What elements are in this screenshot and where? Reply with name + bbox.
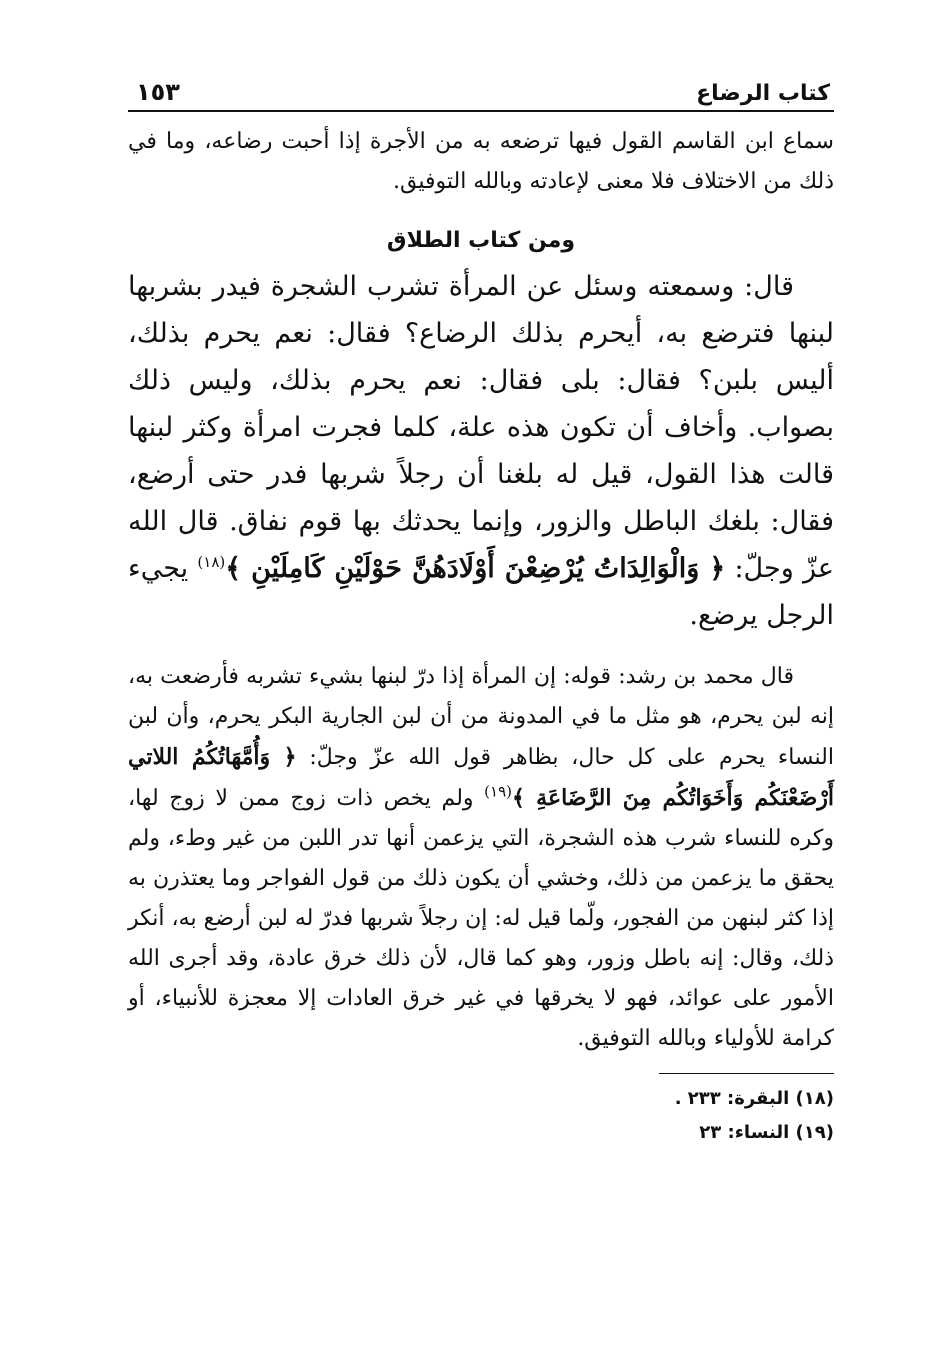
page-number: ١٥٣: [136, 78, 180, 106]
page: [128, 70, 834, 1150]
chapter-title: كتاب الرضاع: [696, 81, 830, 106]
commentary-text-end: ولم يخص ذات زوج ممن لا زوج لها، وكره للنساء شرب هذه الشجرة، التي يزعمن أنها تدر اللبن من غير وطء، ولم يحقق ما يزعمن من ذلك، وخشي أن يكون ذلك من قول الفواجر وما يعتذرن به إذا كثر لبنهن من الفجور، ولّما قيل له: إن رجلاً شربها فدرّ له لبن أرضع به، أنكر ذلك، وقال: إنه باطل وزور، وهو كما قال، لأن ذلك خرق عادة، وقد أجرى الله الأمور على عوائد، فهو لا يخرقها في غير خرق العادات إلا معجزة للأنبياء، أو كرامة للأولياء وبالله التوفيق.: [128, 786, 834, 1051]
intro-paragraph: سماع ابن القاسم القول فيها ترضعه به من الأجرة إذا أحبت رضاعه، وما في ذلك من الاختلاف فلا معنى لإعادته وبالله التوفيق.: [128, 129, 834, 194]
commentary-text: قال محمد بن رشد: قوله: إن المرأة إذا درّ لبنها بشيء تشربه فأرضعت به، إنه لبن يحرم، هو مثل ما في المدونة من أن لبن الجارية البكر يحرم، وأن لبن النساء يحرم على كل حال، بظاهر قول الله عزّ وجلّ:: [128, 664, 834, 770]
footnote-18: (١٨) البقرة: ٢٣٣ .: [674, 1088, 834, 1109]
running-header: [128, 70, 834, 112]
footnotes: [659, 1073, 834, 1150]
footnote-ref-19: (١٩): [484, 782, 512, 801]
commentary-paragraph: [128, 657, 834, 1059]
question-paragraph: [128, 263, 834, 639]
quran-verse-19: ﴿ وَأُمَّهَاتُكُمُ اللاتي أَرْضَعْنَكُم وَأَخَوَاتُكُم مِنَ الرَّضَاعَةِ ﴾: [128, 744, 834, 811]
question-text-end: يجيء الرجل يرضع.: [128, 553, 834, 631]
footnote-ref-18: (١٨): [197, 553, 226, 571]
quran-verse-18: ﴿ وَالْوَالِدَاتُ يُرْضِعْنَ أَوْلَادَهُنَّ حَوْلَيْنِ كَامِلَيْنِ ﴾: [225, 553, 726, 584]
section-heading: ومن كتاب الطلاق: [386, 228, 576, 253]
question-text: قال: وسمعته وسئل عن المرأة تشرب الشجرة فيدر بشربها لبنها فترضع به، أيحرم بذلك الرضاع؟ فقال: نعم يحرم بذلك، أليس بلبن؟ فقال: بلى فقال: نعم يحرم بذلك، وليس ذلك بصواب. وأخاف أن تكون هذه علة، كلما فجرت امرأة وكثر لبنها قالت هذا القول، قيل له بلغنا أن رجلاً شربها فدر حتى أرضع، فقال: بلغك الباطل والزور، وإنما يحدثك بها قوم نفاق. قال الله عزّ وجلّ:: [128, 271, 834, 584]
footnote-19: (١٩) النساء: ٢٣: [699, 1122, 834, 1143]
